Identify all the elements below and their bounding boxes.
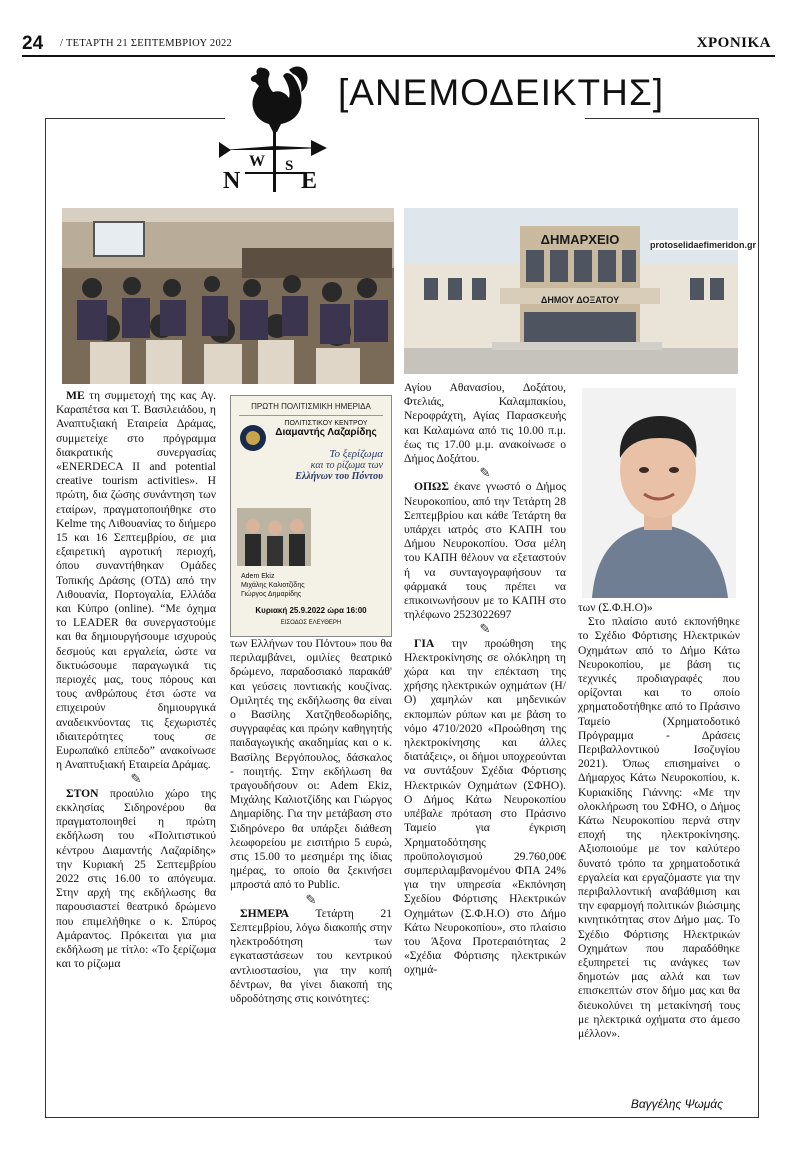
east-letter: E xyxy=(301,168,318,194)
article-5-continued: των (Σ.Φ.Η.Ο)» xyxy=(578,601,653,614)
poster-title1: Το ξερίζωμα xyxy=(329,448,383,460)
column-1 xyxy=(56,389,216,971)
poster-emblem-icon xyxy=(239,424,267,452)
article-3-lead: ΣΗΜΕΡΑ xyxy=(240,906,290,920)
town-hall-photo xyxy=(404,208,738,374)
poster-org1: ΠΟΛΙΤΙΣΤΙΚΟΥ ΚΕΝΤΡΟΥ xyxy=(284,420,368,427)
poster-title3: Ελλήνων του Πόντου xyxy=(295,471,383,482)
separator-icon: ✎ xyxy=(479,621,491,637)
article-1-text: τη συμμετοχή της κας Αγ. Καραπέτσα και Τ. Βασιλειάδου, η Αναπτυξιακή Εταιρεία Δράμας, συμμετείχε στο πρόγραμμα διακρατικής συνεργασίας «ENERDECA II and potential creative tourism activities». Η πρώτη, δια ζώσης συνάντηση των εταίρων, πραγματοποιήθηκε στο Kelme της Λιθουανίας το διήμερο 15 και 16 Σεπτεμβρίου, σε μια εξαιρετική αγροτική περιοχή, όπου συναντήθηκαν Ομάδες Τοπικής Δράσης (ΟΤΔ) από την Λιθουανία, Πορτογαλία, Ελλάδα και Κύπρο (online). “Με όχημα το LEADER θα συνεργαστούμε και θα δημιουργήσουμε ισχυρούς δεσμούς και εργαλεία, ώστε να δικτυώσουμε παραγωγικά τις περιοχές μας, τους πόρους και τους ανθρώπους έτσι ώστε να επιχειρούν δημιουργικά αναδεικνύοντας τις ξεχωριστές ιδιαιτερότητες τους σε Ευρωπαϊκό επίπεδο” ανακοίνωσε η Αναπτυξιακή Εταιρεία Δράμας. xyxy=(56,389,216,772)
article-1 xyxy=(56,389,216,772)
weathervane-icon xyxy=(215,62,333,198)
article-2 xyxy=(56,787,216,972)
west-letter: W xyxy=(249,153,265,170)
byline: Βαγγέλης Ψωμάς xyxy=(630,1097,723,1111)
poster-org2: Διαμαντής Λαζαρίδης xyxy=(275,427,377,438)
poster-speakers-photo xyxy=(237,508,311,566)
separator-icon: ✎ xyxy=(305,891,317,907)
conference-photo xyxy=(62,208,394,384)
article-3-text: Τετάρτη 21 Σεπτεμβρίου, λόγω διακοπής στην ηλεκτροδότηση των εγκαταστάσεων του κεντρικού αντλιοστασίου, για την κοπή δέντρων, θα γίνει διακοπή της υδροδότησης στις κοινότητες: xyxy=(230,906,392,1006)
column-title: [ΑΝΕΜΟΔΕΙΚΤΗΣ] xyxy=(338,72,665,113)
poster-speaker-1: Adem Ekiz xyxy=(241,573,275,580)
watermark: protoselidaefimeridon.gr xyxy=(650,240,757,250)
column-2 xyxy=(230,637,392,1006)
poster-date: Κυριακή 25.9.2022 ώρα 16:00 xyxy=(255,606,367,615)
article-2-continued: των Ελλήνων του Πόντου» που θα περιλαμβάνει, ομιλίες θεατρικό δρώμενο, παραδοσιακό παρακάθ' και γεύσεις ποντιακής κουζίνας. Ομιλητές της εκδήλωσης θα είναι ο Βασίλης Χατζηθεοδωρίδης, συγγραφέας και πρώην καθηγητής παιδαγωγικής ακαδημίας και ο κ. Βασίλης Βεργόπουλος, δάσκαλος - ποιητής. Στην εκδήλωση θα τραγουδήσουν οι: Adem Ekiz, Μιχάλης Καλιοτζίδης και Γιώργος Δημαρίδης. Για την μετάβαση στο Σιδηρόνερο θα υπάρξει διάθεση λεωφορείου με εισιτήριο 5 ευρώ, στις 15.00 το μεσημέρι της ίδιας ημέρας, το οποίο θα ξεκινήσει μπροστά από το Public. xyxy=(230,637,392,892)
poster-speaker-2: Μιχάλης Καλιοτζίδης xyxy=(241,582,305,589)
poster-title2: και το ρίζωμα των xyxy=(310,460,383,471)
separator-icon: ✎ xyxy=(130,771,142,787)
article-4-text: έκανε γνωστό ο Δήμος Νευροκοπίου, από την Τετάρτη 28 Σεπτεμβρίου και κάθε Τετάρτη θα υπάρχει ιατρός στο ΚΑΠΗ του Δήμου Νευροκοπίου. Όσα μέλη του ΚΑΠΗ θέλουν να εξεταστούν ή να συνταγογραφήσουν τα φάρμακά τους πρέπει να επικοινωνήσουν με το ΚΑΠΗ στο τηλέφωνο 2523022697 xyxy=(404,480,566,622)
south-letter: S xyxy=(285,158,294,174)
article-5-lead: ΓΙΑ xyxy=(414,636,435,650)
town-hall-sign: ΔΗΜΑΡΧΕΙΟ xyxy=(540,232,620,247)
article-5-body: Στο πλαίσιο αυτό εκπονήθηκε το Σχέδιο Φόρτισης Ηλεκτρικών Οχημάτων από το Δήμο Κάτω Νευροκοπίου, με βάση τις τεχνικές προδιαγραφές που ορίζονται και το οποίο χρηματοδοτήθηκε από το Πράσινο Ταμείο (Χρηματοδοτικό Πρόγραμμα - Δράσεις Περιβαλλοντικού Ισοζυγίου 2021). Όπως επισημαίνει ο Δήμαρχος Κάτω Νευροκοπίου, κ. Κυριακίδης Γιάννης: «Με την ολοκλήρωση του ΣΦΗΟ, ο Δήμος Κάτω Νευροκοπίου περνά στην εποχή της ηλεκτροκίνησης. Αξιοποιούμε με τον καλύτερο δυνατό τρόπο τα χρηματοδοτικά εργαλεία και εργαζόμαστε για την περιβαλλοντική αναβάθμιση και την εφαρμογή πολιτικών βιώσιμης κινητικότητας στον Δήμο μας. Το Σχέδιο Φόρτισης Ηλεκτρικών Οχημάτων που παραδόθηκε εξυπηρετεί τις ανάγκες των δημοτών μας αλλά και των επισκεπτών στον δήμο μας και θα διευκολύνει τη μετακίνησή τους με ηλεκτρικά οχήματα στο άμεσο μέλλον». xyxy=(578,615,740,1041)
poster-foot: ΕΙΣΟΔΟΣ ΕΛΕΥΘΕΡΗ xyxy=(280,620,342,626)
poster-speaker-3: Γιώργος Δημαρίδης xyxy=(241,591,302,598)
article-2-lead: ΣΤΟΝ xyxy=(66,786,99,800)
article-5-text: την προώθηση της Ηλεκτροκίνησης σε ολόκληρη τη χώρα και την επέκταση της χρήσης ηλεκτρικών οχημάτων (Η/Ο) χαμηλών και μηδενικών εκπομπών ρύπων και με βάση το νόμο 4710/2020 «Προώθηση της ηλεκτροκίνησης και άλλες διατάξεις», οι δήμοι υποχρεούνται να συντάξουν Σχέδια Φόρτισης Ηλεκτρικών Οχημάτων (ΣΦΗΟ). Ο Δήμος Κάτω Νευροκοπίου υπέβαλε πρόταση στο Πράσινο Ταμείο για έγκριση Χρηματοδότησης προϋπολογισμού 29.760,00€ συμπεριλαμβανομένου ΦΠΑ 24% για την υπηρεσία «Εκπόνηση Σχεδίου Φόρτισης Ηλεκτρικών Οχημάτων (Σ.Φ.Η.Ο) στο Δήμο Κάτω Νευροκοπίου», στο πλαίσιο του Άξονα Προτεραιότητας 2 «Σχέδια Φόρτισης ηλεκτρικών οχημά- xyxy=(404,636,566,977)
article-5 xyxy=(404,637,566,978)
header-rule xyxy=(22,55,775,57)
portrait-photo xyxy=(582,388,736,598)
page-number: 24 xyxy=(22,33,44,54)
article-2-text: προαύλιο χώρο της εκκλησίας Σιδηρονέρου θα πραγματοποιηθεί η πρώτη εκδήλωση του «Πολιτιστικού κέντρου Διαμαντής Λαζαρίδης» την Κυριακή 25 Σεπτεμβρίου 2022 στις 16.00 το απόγευμα. Στην αρχή της εκδήλωσης θα παρουσιαστεί θεατρικό δρώμενο που επιμελήθηκε ο κ. Σπύρος Αμάραντος. Πρόκειται για μια εκδήλωση με τίτλο: «Το ξερίζωμα και το ρίζωμα xyxy=(56,786,216,971)
town-hall-sign-2: ΔΗΜΟΥ ΔΟΞΑΤΟΥ xyxy=(540,295,620,305)
section-name: ΧΡΟΝΙΚΑ xyxy=(696,35,771,51)
north-letter: N xyxy=(223,168,241,194)
poster-top: ΠΡΩΤΗ ΠΟΛΙΤΙΣΜΙΚΗ ΗΜΕΡΙΔΑ xyxy=(251,402,371,411)
separator-icon: ✎ xyxy=(479,465,491,481)
article-3-continued: Αγίου Αθανασίου, Δοξάτου, Φτελιάς, Καλαμπακίου, Νεροφράχτη, Αγίας Παρασκευής και Καλαμώνα από τις 10.00 π.μ. έως τις 17.00 μ.μ. ανακοίνωσε ο Δήμος Δοξάτου. xyxy=(404,381,566,466)
article-4 xyxy=(404,480,566,622)
column-4 xyxy=(578,601,740,1041)
article-1-lead: ΜΕ xyxy=(66,389,85,402)
issue-date: / ΤΕΤΑΡΤΗ 21 ΣΕΠΤΕΜΒΡΙΟΥ 2022 xyxy=(60,38,233,49)
article-4-lead: ΟΠΩΣ xyxy=(414,480,449,494)
column-3 xyxy=(404,381,566,978)
article-3 xyxy=(230,907,392,1006)
event-poster xyxy=(230,395,392,637)
